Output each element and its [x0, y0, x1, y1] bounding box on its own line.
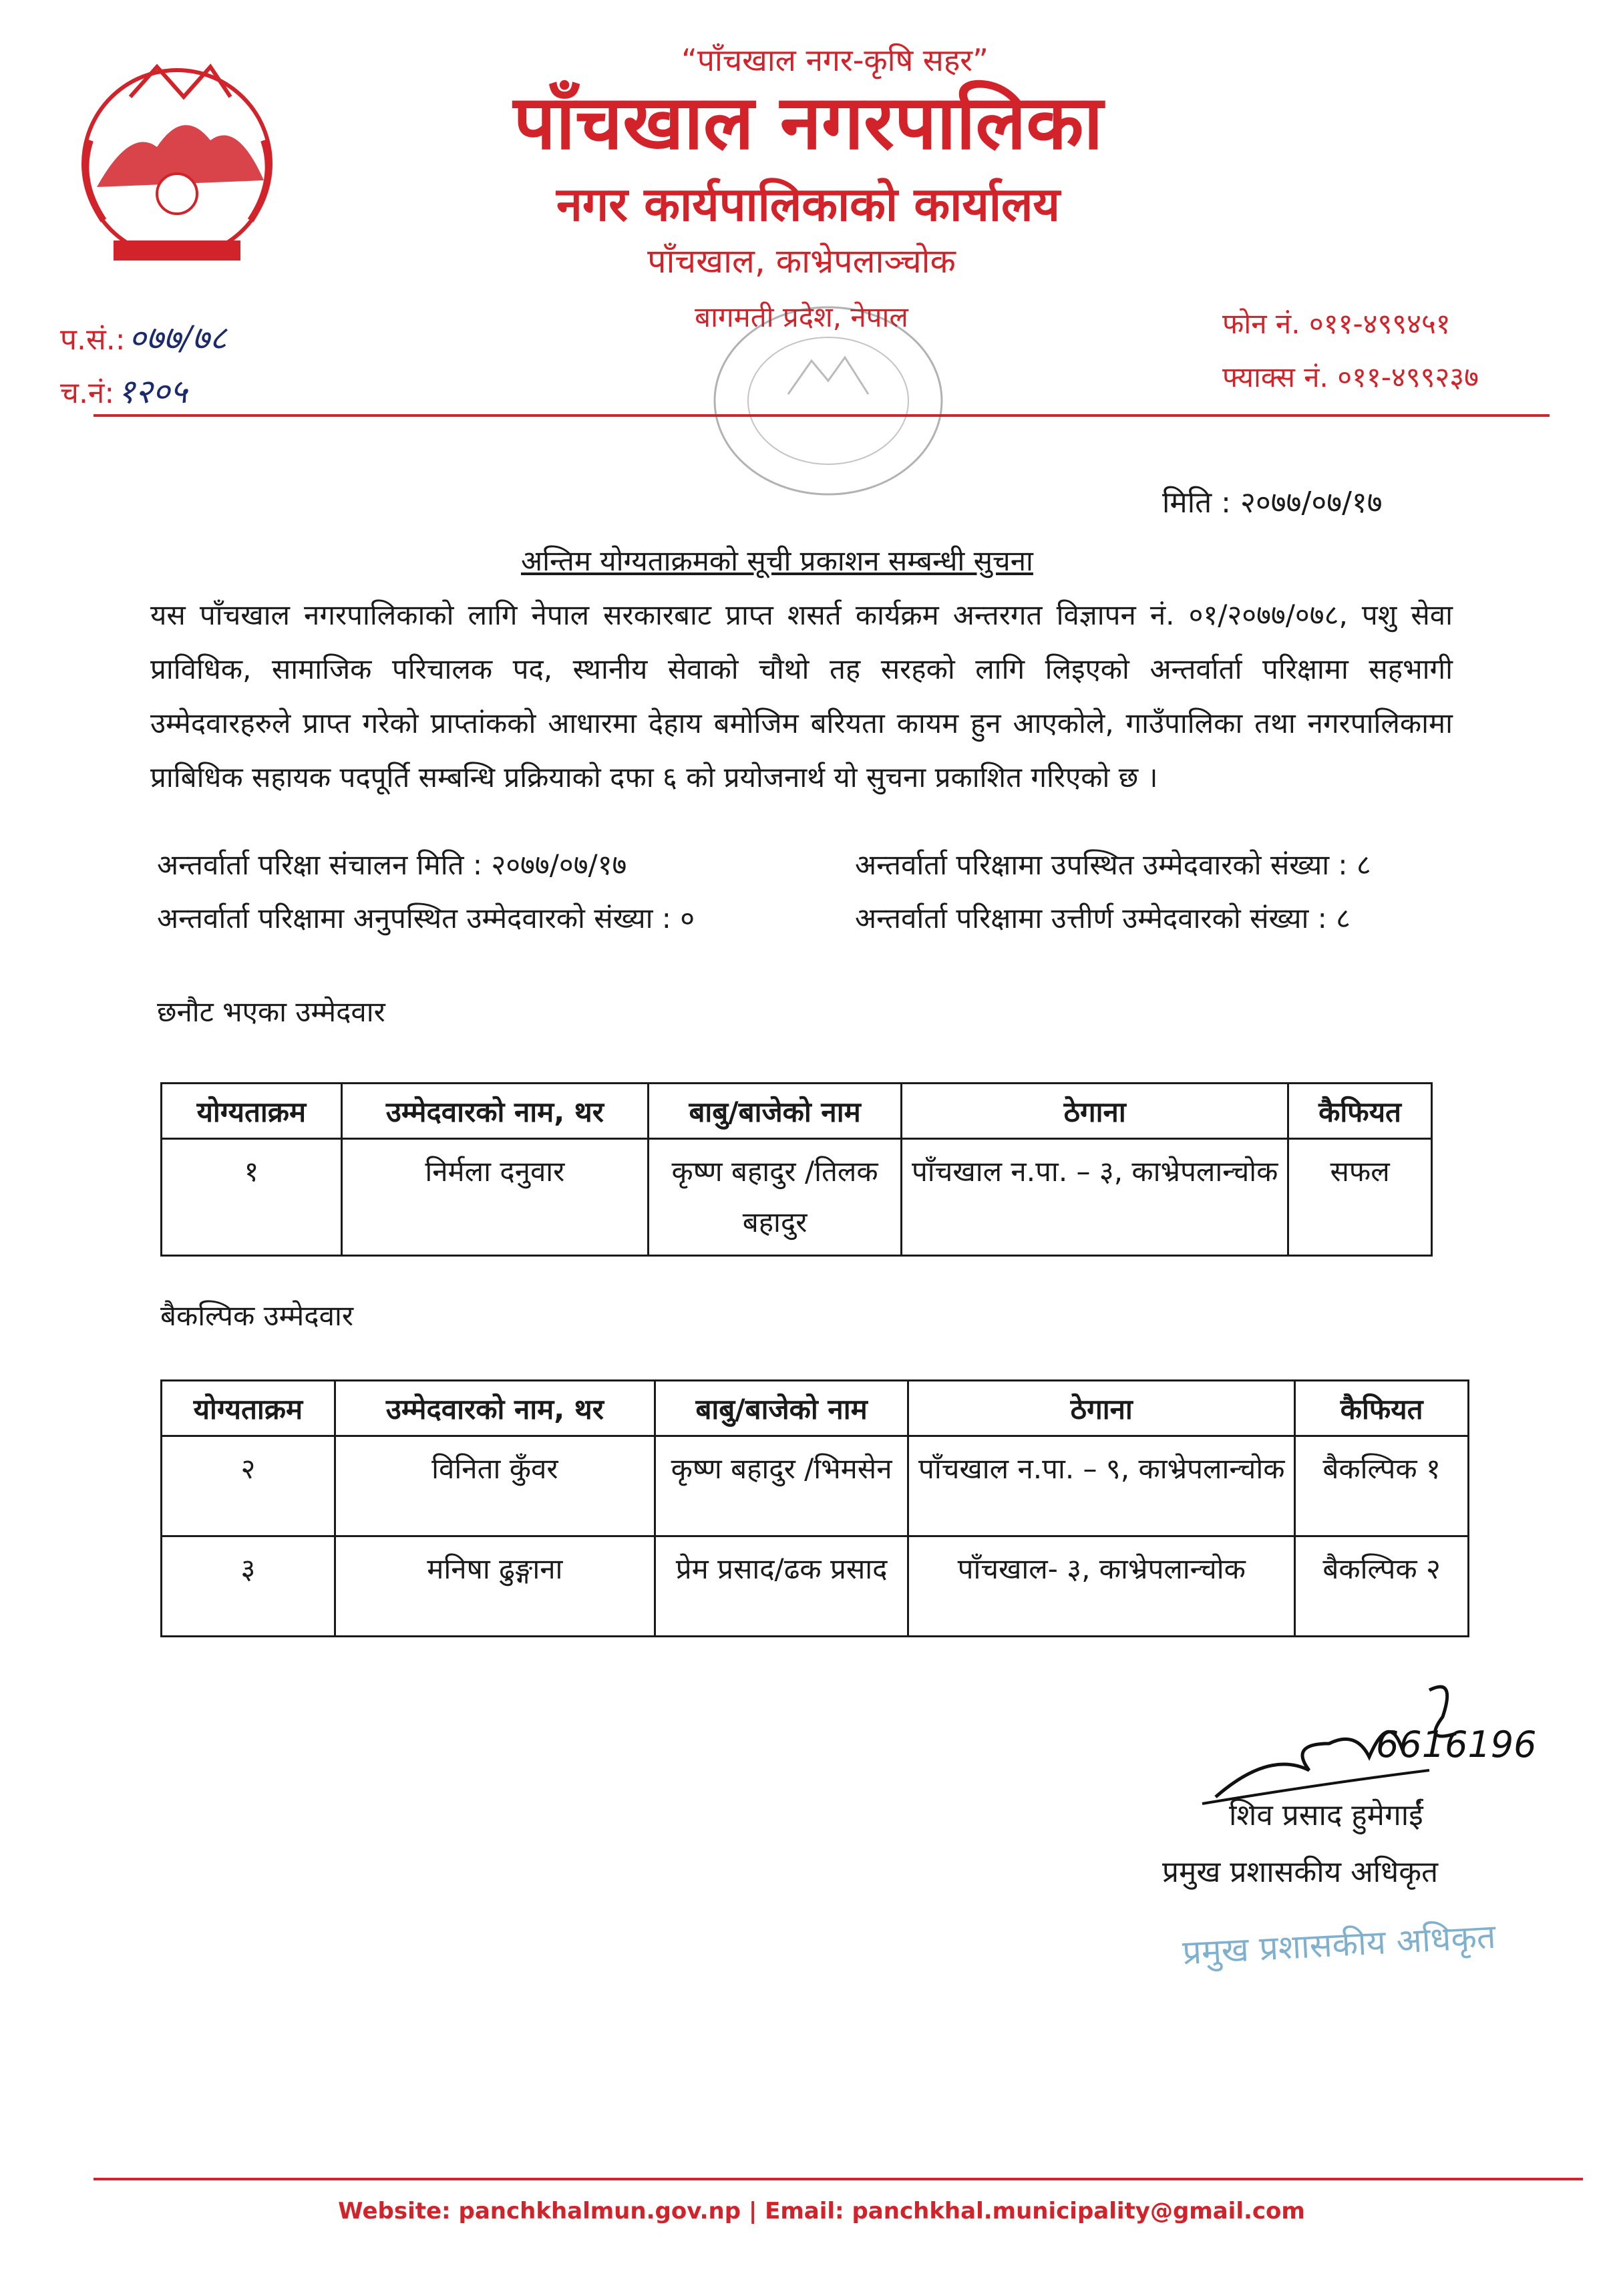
remarks-cell: सफल [1288, 1139, 1432, 1256]
col-candidate-name: उम्मेदवारको नाम, थर [335, 1381, 655, 1436]
candidate-name-cell: विनिता कुँवर [335, 1436, 655, 1536]
col-parent-name: बाबु/बाजेको नाम [655, 1381, 908, 1436]
notice-body: यस पाँचखाल नगरपालिकाको लागि नेपाल सरकारबाट प्राप्त शसर्त कार्यक्रम अन्तरगत विज्ञापन नं. ०१/२०७७/०७८, पशु सेवा प्राविधिक, सामाजिक परिचालक पद, स्थानीय सेवाको चौथो तह सरहको लागि लिइएको अन्तर्वार्ता परिक्षामा सहभागी उम्मेदवारहरुले प्राप्त गरेको प्राप्तांकको आधारमा देहाय बमोजिम बरियता कायम हुन आएकोले, गाउँपालिका तथा नगरपालिकामा प्राबिधिक सहायक पदपूर्ति सम्बन्धि प्रक्रियाको दफा ६ को प्रयोजनार्थ यो सुचना प्रकाशित गरिएको छ । [150, 599, 1453, 794]
tagline: “पाँचखाल नगर-कृषि सहर” [681, 42, 989, 78]
ref-label: प.सं.: [60, 323, 126, 357]
ref-value: ०७७/७८ [128, 319, 227, 357]
col-parent-name: बाबु/बाजेको नाम [648, 1084, 901, 1139]
address-cell: पाँचखाल न.पा. – ९, काभ्रेपलान्चोक [908, 1436, 1295, 1536]
table-header-row [162, 1084, 1432, 1139]
signatory-title: प्रमुख प्रशासकीय अधिकृत [1162, 1855, 1439, 1889]
dispatch-label: च.नं: [60, 376, 115, 410]
province: बागमती प्रदेश, नेपाल [695, 301, 908, 333]
present-count: अन्तर्वार्ता परिक्षामा उपस्थित उम्मेदवारको संख्या : ८ [855, 848, 1371, 881]
table-row [162, 1536, 1469, 1637]
notice-date: मिति : २०७७/०७/१७ [1162, 486, 1383, 520]
table-row [162, 1139, 1432, 1256]
col-address: ठेगाना [902, 1084, 1288, 1139]
passed-count: अन्तर्वार्ता परिक्षामा उत्तीर्ण उम्मेदवारको संख्या : ८ [855, 902, 1351, 935]
remarks-cell: बैकल्पिक २ [1295, 1536, 1469, 1637]
rank-cell: २ [162, 1436, 335, 1536]
office-name: नगर कार्यपालिकाको कार्यालय [556, 177, 1061, 232]
rank-cell: १ [162, 1139, 342, 1256]
parent-name-cell: प्रेम प्रसाद/ढक प्रसाद [655, 1536, 908, 1637]
reference-number [60, 314, 227, 359]
address-cell: पाँचखाल न.पा. – ३, काभ्रेपलान्चोक [902, 1139, 1288, 1256]
nepal-emblem-logo [50, 47, 304, 274]
col-rank: योग्यताक्रम [162, 1381, 335, 1436]
phone-number: फोन नं. ०११-४९९४५१ [1222, 307, 1451, 340]
col-remarks: कैफियत [1295, 1381, 1469, 1436]
signatory-name: शिव प्रसाद हुमेगाईं [1229, 1798, 1423, 1832]
dispatch-value: १२०५ [118, 372, 188, 411]
title-stamp: प्रमुख प्रशासकीय अधिकृत [1181, 1917, 1497, 1973]
dispatch-number [60, 367, 187, 413]
alternate-section-title: बैकल्पिक उम्मेदवार [160, 1299, 353, 1332]
footer-divider [94, 2178, 1583, 2180]
footer-contact: Website: panchkhalmun.gov.np | Email: panchkhal.municipality@gmail.com [338, 2198, 1305, 2225]
col-candidate-name: उम्मेदवारको नाम, थर [341, 1084, 648, 1139]
address-cell: पाँचखाल- ३, काभ्रेपलान्चोक [908, 1536, 1295, 1637]
fax-number: फ्याक्स नं. ०११-४९९२३७ [1222, 361, 1479, 393]
selected-section-title: छनौट भएका उम्मेदवार [157, 995, 385, 1028]
table-row [162, 1436, 1469, 1536]
rank-cell: ३ [162, 1536, 335, 1637]
col-remarks: कैफियत [1288, 1084, 1432, 1139]
candidate-name-cell: मनिषा ढुङ्गाना [335, 1536, 655, 1637]
selected-candidates-table [160, 1082, 1433, 1257]
signature-number: 6616196 [1376, 1724, 1536, 1766]
municipality-name: पाँचखाल नगरपालिका [513, 79, 1103, 166]
absent-count: अन्तर्वार्ता परिक्षामा अनुपस्थित उम्मेदवारको संख्या : ० [157, 902, 695, 935]
office-address: पाँचखाल, काभ्रेपलाञ्चोक [647, 242, 956, 281]
col-rank: योग्यताक्रम [162, 1084, 342, 1139]
interview-date: अन्तर्वार्ता परिक्षा संचालन मिति : २०७७/०७/१७ [157, 848, 627, 881]
candidate-name-cell: निर्मला दनुवार [341, 1139, 648, 1256]
notice-subject: अन्तिम योग्यताक्रमको सूची प्रकाशन सम्बन्धी सुचना [521, 544, 1033, 577]
col-address: ठेगाना [908, 1381, 1295, 1436]
parent-name-cell: कृष्ण बहादुर /भिमसेन [655, 1436, 908, 1536]
alternate-candidates-table [160, 1379, 1469, 1637]
office-seal-stamp [695, 287, 962, 528]
parent-name-cell: कृष्ण बहादुर /तिलक बहादुर [648, 1139, 901, 1256]
table-header-row [162, 1381, 1469, 1436]
remarks-cell: बैकल्पिक १ [1295, 1436, 1469, 1536]
